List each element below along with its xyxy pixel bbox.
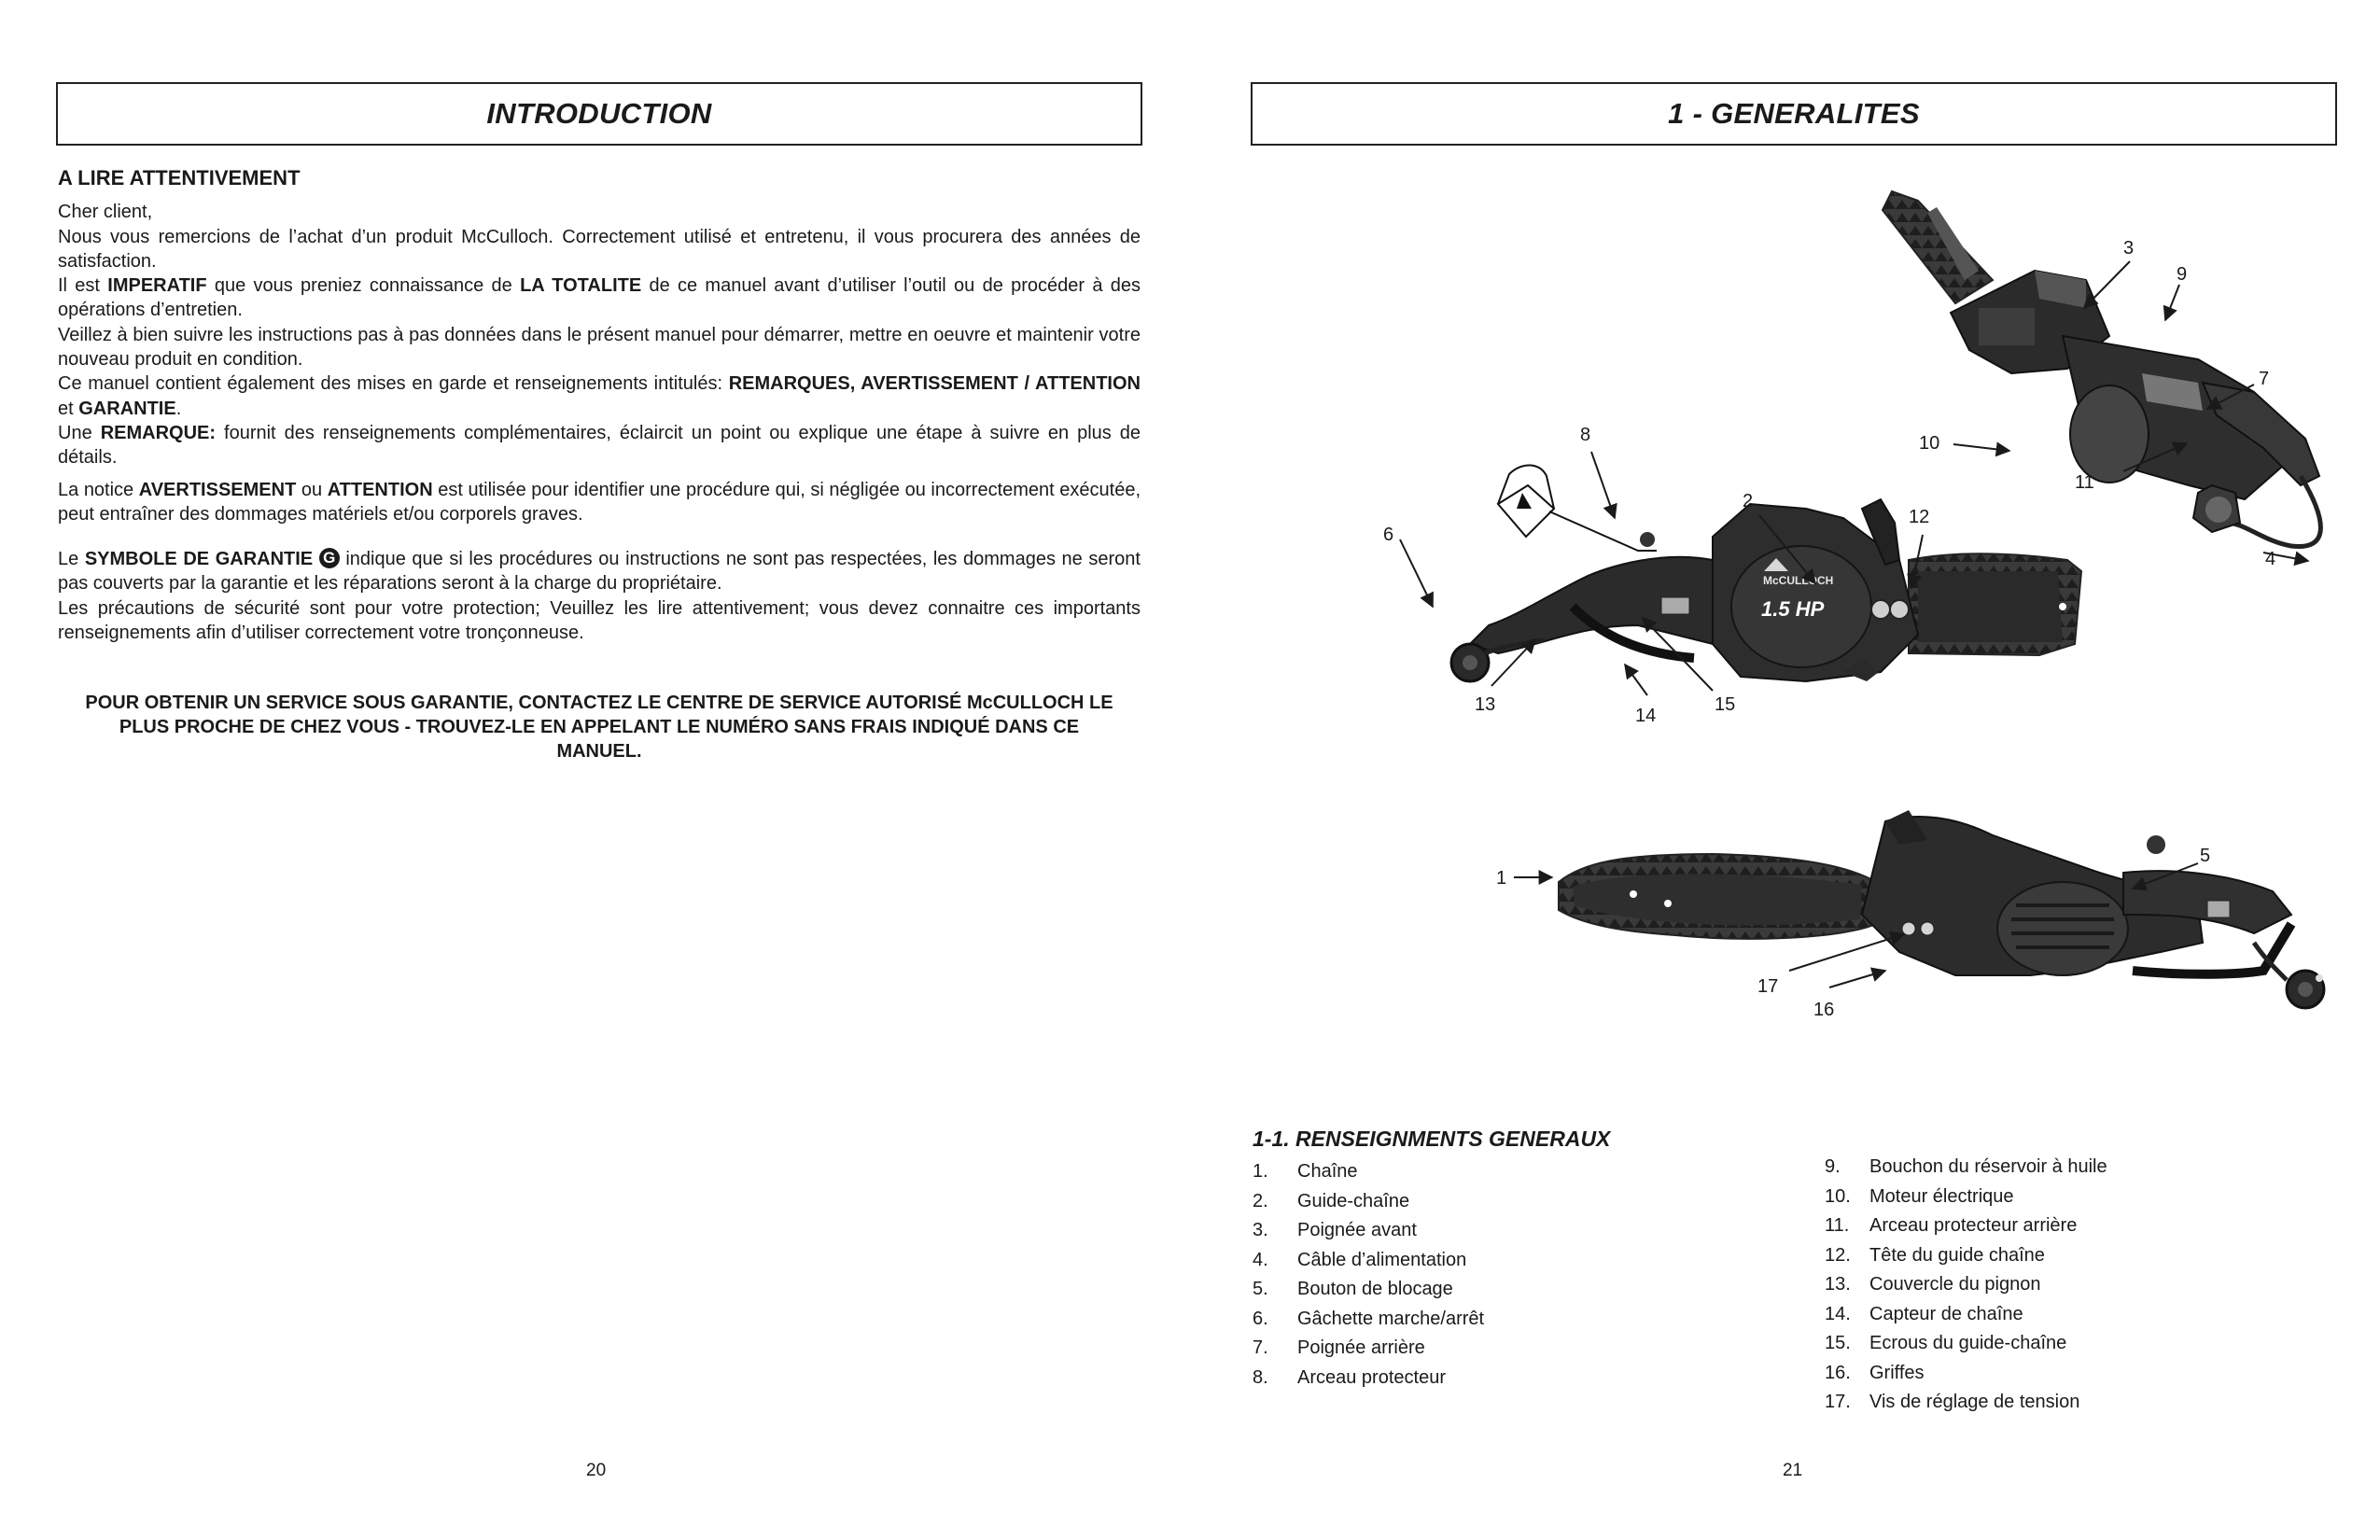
- greeting: Cher client,: [58, 202, 153, 223]
- list-item: 3. Poignée avant: [1253, 1220, 1417, 1241]
- callout-15: 15: [1715, 694, 1736, 715]
- callout-4: 4: [2265, 549, 2276, 569]
- paragraph-follow: Veillez à bien suivre les instructions pas à pas données dans le présent manuel pour démarrer, mettre en oeuvre et maintenir votre nouveau produit en condition.: [58, 324, 1141, 371]
- paragraph-notice: La notice AVERTISSEMENT ou ATTENTION est utilisée pour identifier une procédure qui, si négligée ou incorrectement exécutée, peut entraîner des dommages matériels et/ou corporels graves.: [58, 479, 1141, 525]
- callout-9: 9: [2177, 264, 2188, 285]
- paragraph-contains: Ce manuel contient également des mises en garde et renseignements intitulés: REMARQUES, AVERTISSEMENT / ATTENTION et GARANTIE.: [58, 373, 1141, 419]
- list-item: 6. Gâchette marche/arrêt: [1253, 1308, 1485, 1329]
- callout-12: 12: [1909, 507, 1930, 527]
- callout-8: 8: [1580, 425, 1591, 445]
- list-item: 14. Capteur de chaîne: [1825, 1303, 2023, 1324]
- page-number: 20: [586, 1461, 607, 1480]
- paragraph-remarque: Une REMARQUE: fournit des renseignements complémentaires, éclaircit un point ou explique une étape à suivre en plus de détails.: [58, 422, 1141, 469]
- right-page: [1190, 0, 2380, 1540]
- list-item: 10. Moteur électrique: [1825, 1185, 2014, 1207]
- list-item: 2. Guide-chaîne: [1253, 1190, 1410, 1211]
- list-item: 5. Bouton de blocage: [1253, 1279, 1453, 1300]
- section-title: 1-1. RENSEIGNMENTS GENERAUX: [1253, 1127, 1611, 1151]
- page-title: 1 - GENERALITES: [1668, 97, 1920, 130]
- list-item: 8. Arceau protecteur: [1253, 1366, 1446, 1388]
- paragraph-thanks: Nous vous remercions de l’achat d’un produit McCulloch. Correctement utilisé et entretenu, il vous procurera des années de satisfaction.: [58, 226, 1141, 272]
- list-item: 15. Ecrous du guide-chaîne: [1825, 1333, 2067, 1354]
- chainsaw-rear-view: [1883, 191, 2320, 547]
- callout-1: 1: [1496, 868, 1507, 889]
- parts-list-column-2: [1825, 1153, 2107, 1418]
- callout-14: 14: [1635, 706, 1657, 726]
- list-item: 4. Câble d’alimentation: [1253, 1249, 1467, 1270]
- list-item: 1. Chaîne: [1253, 1161, 1358, 1183]
- list-item: 7. Poignée arrière: [1253, 1337, 1425, 1359]
- callout-13: 13: [1475, 694, 1496, 715]
- paragraph-precautions: Les précautions de sécurité sont pour votre protection; Veuillez les lire attentivement; vous devez connaitre ces importants renseignements afin d’utiliser correctement votre tronçonneuse.: [58, 597, 1141, 644]
- callout-10: 10: [1919, 433, 1940, 454]
- paragraph-symbole: Le SYMBOLE DE GARANTIE G indique que si les procédures ou instructions ne sont pas respectées, les dommages ne seront pas couverts par la garantie et les réparations seront à la charge du propriétaire.: [58, 549, 1141, 595]
- paragraph-imperatif: Il est IMPERATIF que vous preniez connaissance de LA TOTALITE de ce manuel avant d’utiliser l’outil ou de procéder à des opérations d’entretien.: [58, 275, 1141, 321]
- section-heading: A LIRE ATTENTIVEMENT: [58, 166, 301, 189]
- callout-3: 3: [2123, 238, 2135, 259]
- introduction-title-box: [56, 82, 1142, 146]
- chainsaw-side-view: [1451, 465, 2081, 681]
- callout-7: 7: [2259, 369, 2270, 389]
- parts-list-column-1: [1253, 1157, 1484, 1393]
- callout-16: 16: [1813, 1000, 1835, 1020]
- chainsaw-figure: [1190, 0, 2380, 1101]
- list-item: 11. Arceau protecteur arrière: [1825, 1215, 2078, 1237]
- callout-6: 6: [1383, 525, 1394, 545]
- warranty-symbol-icon: G: [319, 548, 340, 568]
- callout-17: 17: [1757, 976, 1779, 997]
- page-title: INTRODUCTION: [486, 97, 712, 130]
- callout-11: 11: [2075, 472, 2094, 493]
- callout-5: 5: [2200, 846, 2211, 866]
- list-item: 13. Couvercle du pignon: [1825, 1274, 2041, 1295]
- page-number: 21: [1783, 1461, 1803, 1480]
- chainsaw-bottom-view: [1559, 810, 2324, 1008]
- brand-label: McCULLOCH: [1763, 574, 1834, 587]
- callout-2: 2: [1743, 491, 1754, 511]
- list-item: 16. Griffes: [1825, 1362, 1925, 1383]
- list-item: 17. Vis de réglage de tension: [1825, 1392, 2080, 1413]
- list-item: 9. Bouchon du réservoir à huile: [1825, 1156, 2107, 1178]
- intro-text: [58, 166, 1141, 645]
- list-item: 12. Tête du guide chaîne: [1825, 1244, 2045, 1266]
- warranty-notice: POUR OBTENIR UN SERVICE SOUS GARANTIE, CONTACTEZ LE CENTRE DE SERVICE AUTORISÉ McCULLOCH LE PLUS PROCHE DE CHEZ VOUS - TROUVEZ-LE EN APPELANT LE NUMÉRO SANS FRAIS INDIQUÉ DANS CE MANUEL.: [85, 693, 1113, 762]
- power-badge: 1.5 HP: [1761, 597, 1825, 621]
